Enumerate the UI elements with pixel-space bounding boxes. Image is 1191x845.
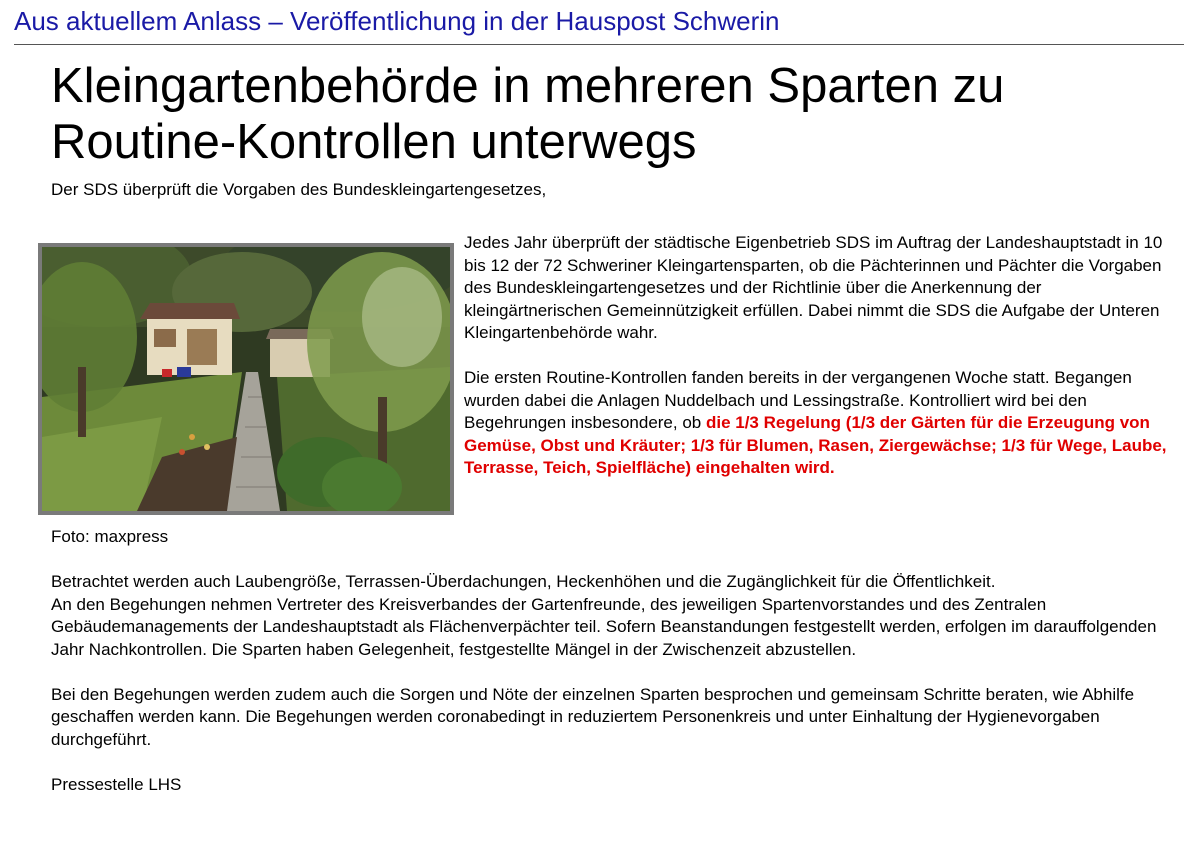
paragraph-2 (464, 367, 1169, 480)
article-title: Kleingartenbehörde in mehreren Sparten zu Routine-Kontrollen unterwegs (51, 59, 1005, 169)
header-text: Aus aktuellem Anlass – Veröffentlichung in der Hauspost Schwerin (14, 6, 780, 36)
section-header (14, 4, 1184, 45)
paragraph-1: Jedes Jahr überprüft der städtische Eigenbetrieb SDS im Auftrag der Landeshauptstadt in 10 bis 12 der 72 Schweriner Kleingartensparten, ob die Pächterinnen und Pächter die Vorgaben des Bundeskleingartengesetzes und der Richtlinie über die Anerkennung der kleingärtnerischen Gemeinnützigkeit erfüllen. Dabei nimmt die SDS die Aufgabe der Unteren Kleingartenbehörde wahr. (464, 233, 1163, 342)
article-subtitle: Der SDS überprüft die Vorgaben des Bundeskleingartengesetzes, (51, 180, 547, 199)
article-body (51, 571, 1176, 796)
garden-photo (38, 243, 454, 515)
signature: Pressestelle LHS (51, 774, 182, 794)
intro-column (464, 232, 1169, 502)
photo-caption: Foto: maxpress (51, 527, 169, 546)
one-third-rule-highlight: die 1/3 Regelung (1/3 der Gärten für die Erzeugung von Gemüse, Obst und Kräuter; 1/3 für Blumen, Rasen, Ziergewächse; 1/3 für Wege, Laube, Terrasse, Teich, Spielfläche) eingehalten wird. (464, 413, 1167, 477)
paragraph-2-lead: Die ersten Routine-Kontrollen fanden bereits in der vergangenen Woche statt. Begangen wurden dabei die Anlagen Nuddelbach und Lessingstraße. Kontrolliert wird bei den Begehrungen insbesondere, ob (464, 368, 1132, 432)
paragraph-5: Bei den Begehungen werden zudem auch die Sorgen und Nöte der einzelnen Sparten besprochen und gemeinsam Schritte beraten, wie Abhilfe geschaffen werden kann. Die Begehungen werden coronabedingt in reduziertem Personenkreis und unter Einhaltung der Hygienevorgaben durchgeführt. (51, 684, 1135, 749)
paragraph-4: An den Begehungen nehmen Vertreter des Kreisverbandes der Gartenfreunde, des jeweiligen Spartenvorstandes und des Zentralen Gebäudemanagements der Landeshauptstadt als Flächenverpächter teil. Sofern Beanstandungen festgestellt werden, erfolgen im darauffolgenden Jahr Nachkontrollen. Die Sparten haben Gelegenheit, festgestellte Mängel in der Zwischenzeit abzustellen. (51, 594, 1157, 659)
paragraph-3: Betrachtet werden auch Laubengröße, Terrassen-Überdachungen, Heckenhöhen und die Zugänglichkeit für die Öffentlichkeit. (51, 572, 996, 591)
